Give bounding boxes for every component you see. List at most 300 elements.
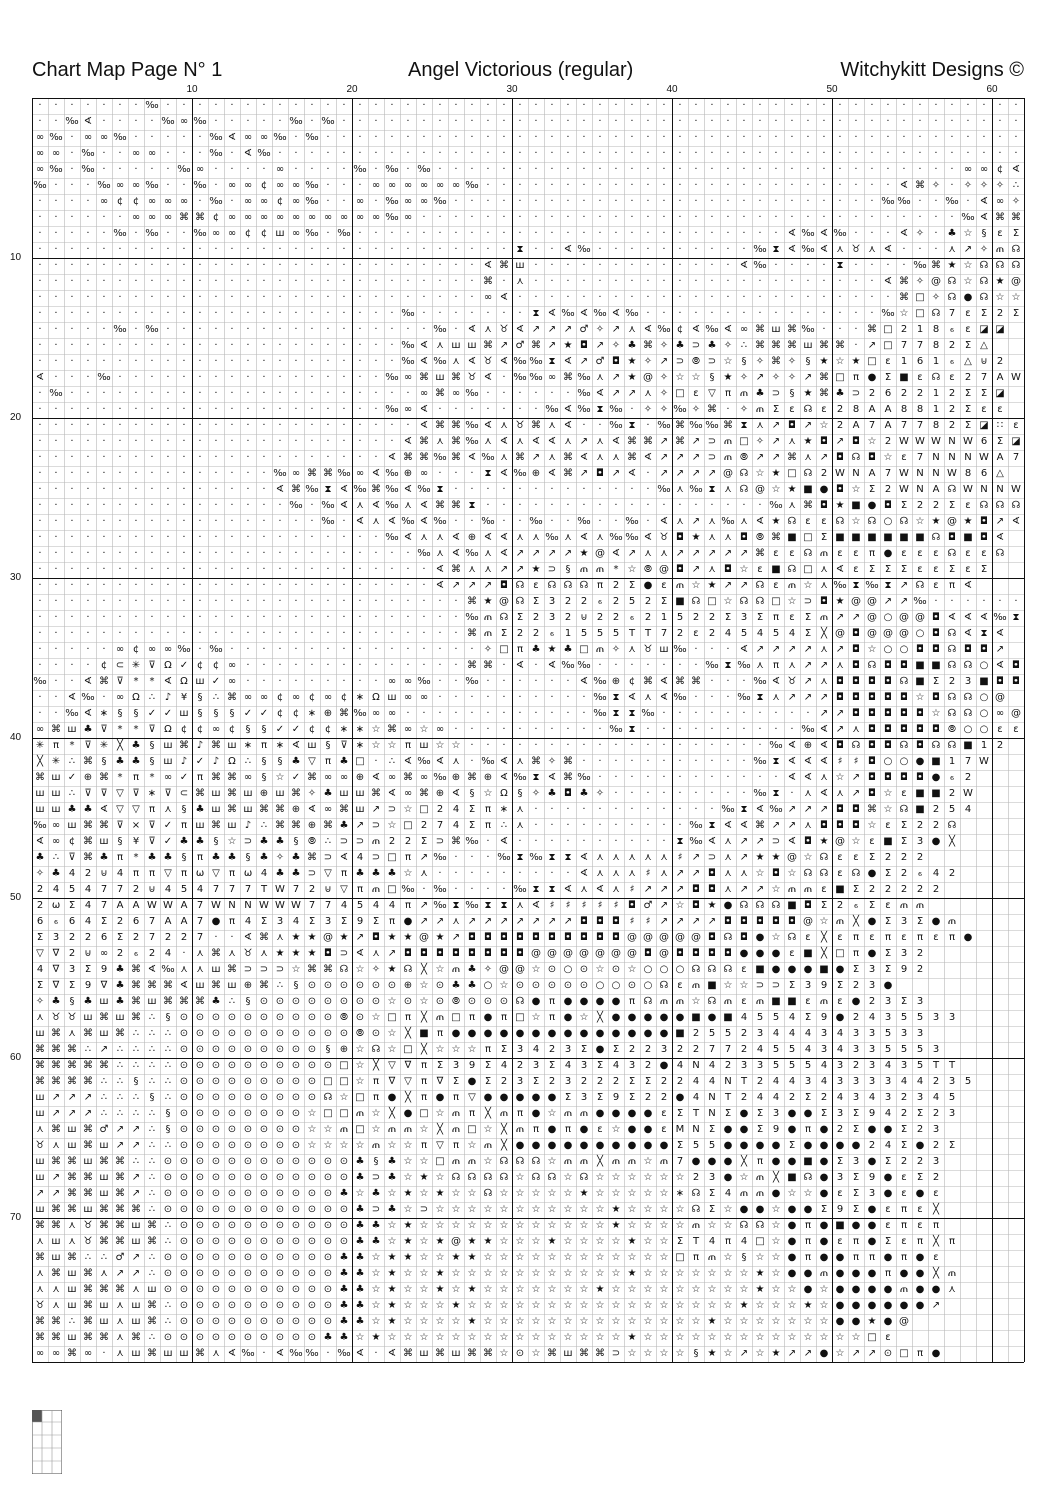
stitch-symbol: ⌘ bbox=[307, 468, 317, 479]
stitch-symbol: · bbox=[678, 212, 682, 223]
stitch-symbol: ‰ bbox=[593, 676, 607, 687]
stitch-symbol: ጠ bbox=[947, 916, 957, 927]
stitch-symbol: ⊙ bbox=[307, 1092, 317, 1103]
stitch-symbol: ∗ bbox=[675, 1188, 685, 1199]
stitch-symbol: ☆ bbox=[723, 1332, 733, 1343]
stitch-symbol: ∞ bbox=[227, 660, 237, 671]
stitch-symbol: ⊃ bbox=[371, 820, 381, 831]
stitch-symbol: · bbox=[38, 484, 42, 495]
stitch-symbol: · bbox=[694, 260, 698, 271]
stitch-symbol: Ω bbox=[164, 660, 172, 671]
stitch-symbol: ● bbox=[851, 1140, 861, 1151]
stitch-symbol: ⊕ bbox=[339, 1044, 349, 1055]
stitch-symbol: 2 bbox=[916, 1124, 924, 1135]
stitch-symbol: · bbox=[854, 324, 858, 335]
stitch-symbol: Σ bbox=[724, 1108, 732, 1119]
stitch-symbol: ✧ bbox=[723, 340, 733, 351]
stitch-symbol: 4 bbox=[820, 1060, 828, 1071]
stitch-symbol: · bbox=[54, 468, 58, 479]
stitch-symbol: ☆ bbox=[547, 1108, 557, 1119]
stitch-symbol: ⌘ bbox=[51, 724, 61, 735]
stitch-symbol: · bbox=[86, 452, 90, 463]
stitch-symbol: ε bbox=[853, 564, 859, 575]
stitch-symbol: ∢ bbox=[35, 372, 45, 383]
stitch-symbol: ☆ bbox=[515, 1188, 525, 1199]
stitch-symbol: · bbox=[822, 100, 826, 111]
stitch-symbol: π bbox=[468, 1012, 476, 1023]
stitch-symbol: ╳ bbox=[420, 964, 428, 975]
stitch-symbol: · bbox=[582, 692, 586, 703]
stitch-symbol: ⊙ bbox=[563, 980, 573, 991]
stitch-symbol: ⊙ bbox=[259, 1044, 269, 1055]
stitch-symbol: · bbox=[262, 308, 266, 319]
stitch-symbol: ↗ bbox=[659, 452, 669, 463]
stitch-symbol: ↗ bbox=[787, 820, 797, 831]
stitch-symbol: · bbox=[518, 164, 522, 175]
stitch-symbol: · bbox=[630, 100, 634, 111]
stitch-symbol: ⊙ bbox=[259, 1252, 269, 1263]
stitch-symbol: · bbox=[710, 644, 714, 655]
stitch-symbol: · bbox=[774, 228, 778, 239]
stitch-symbol: ⌘ bbox=[83, 820, 93, 831]
stitch-symbol: ∞ bbox=[83, 1348, 93, 1359]
stitch-symbol: ↗ bbox=[755, 644, 765, 655]
stitch-symbol: · bbox=[326, 356, 330, 367]
stitch-symbol: ₆ bbox=[853, 900, 858, 911]
stitch-symbol: · bbox=[278, 596, 282, 607]
stitch-symbol: 2 bbox=[916, 500, 924, 511]
stitch-symbol: ↗ bbox=[499, 564, 509, 575]
stitch-symbol: W bbox=[1011, 372, 1021, 383]
stitch-symbol: ε bbox=[789, 612, 795, 623]
stitch-symbol: ⧗ bbox=[772, 788, 780, 799]
stitch-symbol: · bbox=[70, 452, 74, 463]
stitch-symbol: ○ bbox=[899, 644, 909, 655]
stitch-symbol: ∞ bbox=[323, 772, 333, 783]
stitch-symbol: ☆ bbox=[563, 1316, 573, 1327]
stitch-symbol: A bbox=[996, 452, 1004, 463]
stitch-symbol: ★ bbox=[819, 356, 829, 367]
stitch-symbol: 2 bbox=[84, 932, 92, 943]
stitch-symbol: ↗ bbox=[499, 916, 509, 927]
stitch-symbol: ◘ bbox=[692, 948, 700, 959]
stitch-symbol: · bbox=[278, 548, 282, 559]
stitch-symbol: · bbox=[342, 260, 346, 271]
stitch-symbol: · bbox=[54, 212, 58, 223]
stitch-symbol: · bbox=[518, 676, 522, 687]
stitch-symbol: 3 bbox=[836, 1108, 844, 1119]
stitch-symbol: ш bbox=[35, 1092, 45, 1103]
stitch-symbol: ⊙ bbox=[227, 1204, 237, 1215]
stitch-symbol: 3 bbox=[884, 1092, 892, 1103]
stitch-symbol: · bbox=[230, 372, 234, 383]
stitch-symbol: ⊙ bbox=[339, 996, 349, 1007]
stitch-symbol: ★ bbox=[307, 932, 317, 943]
stitch-symbol: · bbox=[54, 692, 58, 703]
stitch-symbol: · bbox=[614, 500, 618, 511]
stitch-symbol: ● bbox=[819, 1156, 829, 1167]
stitch-symbol: 2 bbox=[868, 388, 876, 399]
stitch-symbol: ↗ bbox=[803, 676, 813, 687]
stitch-symbol: ⌘ bbox=[787, 340, 797, 351]
stitch-symbol: ∢ bbox=[355, 948, 365, 959]
stitch-symbol: ⊃ bbox=[547, 564, 557, 575]
stitch-symbol: 2 bbox=[948, 340, 956, 351]
stitch-symbol: 3 bbox=[548, 596, 556, 607]
stitch-symbol: ∞ bbox=[227, 228, 237, 239]
stitch-symbol: ☆ bbox=[819, 916, 829, 927]
stitch-symbol: · bbox=[118, 452, 122, 463]
stitch-symbol: · bbox=[694, 212, 698, 223]
stitch-symbol: · bbox=[358, 452, 362, 463]
stitch-symbol: ★ bbox=[339, 932, 349, 943]
stitch-symbol: · bbox=[646, 164, 650, 175]
stitch-symbol: □ bbox=[355, 756, 365, 767]
stitch-symbol: · bbox=[726, 676, 730, 687]
stitch-symbol: ጠ bbox=[611, 1156, 621, 1167]
stitch-symbol: ∞ bbox=[35, 724, 45, 735]
stitch-symbol: □ bbox=[323, 1108, 333, 1119]
stitch-symbol: π bbox=[52, 740, 60, 751]
stitch-symbol: ⊙ bbox=[275, 1060, 285, 1071]
stitch-symbol: ◘ bbox=[820, 500, 828, 511]
stitch-symbol: ⊙ bbox=[275, 1204, 285, 1215]
stitch-symbol: ☆ bbox=[531, 1252, 541, 1263]
stitch-symbol: ⊙ bbox=[275, 996, 285, 1007]
stitch-symbol: ⌘ bbox=[83, 1140, 93, 1151]
stitch-symbol: ⦾ bbox=[644, 564, 652, 575]
stitch-symbol: ☊ bbox=[931, 740, 941, 751]
stitch-symbol: ‰ bbox=[433, 452, 447, 463]
stitch-symbol: ∢ bbox=[83, 116, 93, 127]
stitch-symbol: · bbox=[710, 708, 714, 719]
stitch-symbol: ↗ bbox=[675, 868, 685, 879]
stitch-symbol: Σ bbox=[820, 900, 828, 911]
stitch-symbol: ∞ bbox=[483, 292, 493, 303]
stitch-symbol: 3 bbox=[916, 996, 924, 1007]
stitch-symbol: · bbox=[230, 276, 234, 287]
stitch-symbol: 2 bbox=[436, 804, 444, 815]
stitch-symbol: ↗ bbox=[467, 580, 477, 591]
stitch-symbol: Ω bbox=[180, 676, 188, 687]
stitch-symbol: · bbox=[214, 292, 218, 303]
stitch-symbol: ⌘ bbox=[131, 1012, 141, 1023]
stitch-symbol: ∢ bbox=[579, 532, 589, 543]
stitch-symbol: ☆ bbox=[659, 1332, 669, 1343]
stitch-symbol: · bbox=[518, 132, 522, 143]
stitch-symbol: π bbox=[804, 1252, 812, 1263]
stitch-symbol: ‰ bbox=[577, 660, 591, 671]
stitch-symbol: Σ bbox=[980, 564, 988, 575]
stitch-symbol: ε bbox=[853, 852, 859, 863]
stitch-symbol: 2 bbox=[692, 1028, 700, 1039]
stitch-symbol: · bbox=[118, 260, 122, 271]
stitch-symbol: ☆ bbox=[691, 1332, 701, 1343]
stitch-symbol: ⊙ bbox=[275, 1220, 285, 1231]
stitch-symbol: ◘ bbox=[324, 948, 332, 959]
stitch-symbol: ∢ bbox=[179, 980, 189, 991]
stitch-symbol: · bbox=[342, 612, 346, 623]
row-marker: 50 bbox=[10, 892, 22, 903]
stitch-symbol: ♯ bbox=[853, 756, 859, 767]
stitch-symbol: · bbox=[742, 724, 746, 735]
stitch-symbol: ⊙ bbox=[291, 1124, 301, 1135]
stitch-symbol: · bbox=[630, 164, 634, 175]
stitch-symbol: 7 bbox=[980, 372, 988, 383]
stitch-symbol: ╳ bbox=[932, 1236, 940, 1247]
stitch-symbol: ◘ bbox=[836, 676, 844, 687]
stitch-symbol: ⋏ bbox=[68, 1028, 76, 1039]
stitch-symbol: ‰ bbox=[161, 964, 175, 975]
stitch-symbol: ⊍ bbox=[148, 884, 156, 895]
stitch-symbol: ∢ bbox=[483, 420, 493, 431]
stitch-symbol: ● bbox=[739, 1108, 749, 1119]
stitch-symbol: · bbox=[934, 116, 938, 127]
stitch-symbol: ⌘ bbox=[147, 1348, 157, 1359]
stitch-symbol: · bbox=[950, 212, 954, 223]
stitch-symbol: π bbox=[388, 916, 396, 927]
stitch-symbol: ♣ bbox=[531, 644, 541, 655]
stitch-symbol: ⋏ bbox=[836, 788, 844, 799]
stitch-symbol: ⊍ bbox=[980, 356, 988, 367]
stitch-symbol: ♉ bbox=[83, 1220, 93, 1231]
stitch-symbol: × bbox=[131, 820, 141, 831]
stitch-symbol: ш bbox=[35, 804, 45, 815]
stitch-symbol: 4 bbox=[756, 1092, 764, 1103]
stitch-symbol: · bbox=[534, 116, 538, 127]
stitch-symbol: ☊ bbox=[995, 548, 1005, 559]
stitch-symbol: · bbox=[150, 116, 154, 127]
stitch-symbol: ጠ bbox=[819, 548, 829, 559]
stitch-symbol: · bbox=[294, 420, 298, 431]
stitch-symbol: ☆ bbox=[659, 1268, 669, 1279]
stitch-symbol: 2 bbox=[612, 596, 620, 607]
stitch-symbol: ⋏ bbox=[564, 436, 572, 447]
stitch-symbol: ⋏ bbox=[756, 660, 764, 671]
stitch-symbol: · bbox=[678, 756, 682, 767]
stitch-symbol: · bbox=[646, 260, 650, 271]
stitch-symbol: · bbox=[118, 388, 122, 399]
stitch-symbol: ↗ bbox=[515, 916, 525, 927]
stitch-symbol: · bbox=[934, 164, 938, 175]
stitch-symbol: ш bbox=[275, 788, 285, 799]
stitch-symbol: · bbox=[262, 580, 266, 591]
stitch-symbol: △ bbox=[996, 468, 1004, 479]
stitch-symbol: · bbox=[886, 116, 890, 127]
stitch-symbol: ε bbox=[1013, 724, 1019, 735]
stitch-symbol: ‰ bbox=[241, 1348, 255, 1359]
stitch-symbol: · bbox=[550, 132, 554, 143]
stitch-symbol: · bbox=[294, 660, 298, 671]
stitch-symbol: · bbox=[374, 564, 378, 575]
stitch-symbol: ● bbox=[883, 1252, 893, 1263]
stitch-symbol: ∞ bbox=[275, 212, 285, 223]
stitch-symbol: π bbox=[548, 1012, 556, 1023]
stitch-symbol: 4 bbox=[900, 1076, 908, 1087]
stitch-symbol: ∢ bbox=[579, 676, 589, 687]
stitch-symbol: ● bbox=[627, 1028, 637, 1039]
stitch-symbol: · bbox=[694, 692, 698, 703]
stitch-symbol: ∢ bbox=[563, 420, 573, 431]
stitch-symbol: Σ bbox=[628, 1092, 636, 1103]
stitch-symbol: · bbox=[726, 164, 730, 175]
stitch-symbol: @ bbox=[723, 468, 733, 479]
stitch-symbol: ‰ bbox=[273, 132, 287, 143]
stitch-symbol: ↗ bbox=[995, 644, 1005, 655]
stitch-symbol: @ bbox=[323, 932, 333, 943]
stitch-symbol: · bbox=[582, 180, 586, 191]
stitch-symbol: · bbox=[614, 660, 618, 671]
stitch-symbol: ⊙ bbox=[227, 1092, 237, 1103]
stitch-symbol: ⧗ bbox=[324, 484, 332, 495]
stitch-symbol: ⊙ bbox=[291, 1188, 301, 1199]
stitch-symbol: 1 bbox=[932, 388, 940, 399]
stitch-symbol: · bbox=[470, 692, 474, 703]
stitch-symbol: ↗ bbox=[547, 916, 557, 927]
stitch-symbol: ☆ bbox=[611, 1332, 621, 1343]
stitch-symbol: · bbox=[998, 100, 1002, 111]
stitch-symbol: ☊ bbox=[979, 276, 989, 287]
stitch-symbol: ⊕ bbox=[451, 772, 461, 783]
stitch-symbol: ∢ bbox=[483, 532, 493, 543]
stitch-symbol: Σ bbox=[868, 900, 876, 911]
stitch-symbol: 5 bbox=[900, 1044, 908, 1055]
stitch-symbol: ↗ bbox=[611, 468, 621, 479]
stitch-symbol: · bbox=[486, 692, 490, 703]
stitch-symbol: ↗ bbox=[451, 932, 461, 943]
stitch-symbol: · bbox=[438, 164, 442, 175]
stitch-symbol: ∞ bbox=[371, 212, 381, 223]
stitch-symbol: · bbox=[662, 148, 666, 159]
stitch-symbol: ш bbox=[163, 1348, 173, 1359]
stitch-symbol: ш bbox=[51, 1236, 61, 1247]
stitch-symbol: ⊙ bbox=[291, 1092, 301, 1103]
stitch-symbol: · bbox=[166, 628, 170, 639]
stitch-symbol: · bbox=[70, 292, 74, 303]
stitch-symbol: · bbox=[294, 596, 298, 607]
stitch-symbol: · bbox=[166, 100, 170, 111]
pattern-symbols bbox=[32, 98, 1026, 1366]
stitch-symbol: · bbox=[614, 804, 618, 815]
stitch-symbol: 4 bbox=[116, 868, 124, 879]
stitch-symbol: ∢ bbox=[67, 692, 77, 703]
stitch-symbol: · bbox=[454, 100, 458, 111]
stitch-symbol: ጠ bbox=[387, 1124, 397, 1135]
stitch-symbol: ∢ bbox=[355, 1348, 365, 1359]
stitch-symbol: Σ bbox=[452, 1076, 460, 1087]
stitch-symbol: · bbox=[598, 804, 602, 815]
stitch-symbol: · bbox=[502, 116, 506, 127]
stitch-symbol: ◪ bbox=[1011, 436, 1021, 447]
stitch-symbol: ⊂ bbox=[179, 788, 189, 799]
stitch-symbol: 2 bbox=[564, 596, 572, 607]
stitch-symbol: ⊙ bbox=[515, 1348, 525, 1359]
stitch-symbol: ▽ bbox=[116, 788, 124, 799]
stitch-symbol: ● bbox=[883, 1188, 893, 1199]
stitch-symbol: ጠ bbox=[915, 900, 925, 911]
stitch-symbol: ⊕ bbox=[403, 468, 413, 479]
stitch-symbol: · bbox=[758, 212, 762, 223]
stitch-symbol: π bbox=[404, 1012, 412, 1023]
stitch-symbol: A bbox=[180, 916, 188, 927]
column-marker: 50 bbox=[826, 84, 838, 95]
stitch-symbol: ⊙ bbox=[243, 1124, 253, 1135]
column-marker: 40 bbox=[666, 84, 678, 95]
stitch-symbol: ⊙ bbox=[211, 1156, 221, 1167]
stitch-symbol: ε bbox=[789, 548, 795, 559]
stitch-symbol: · bbox=[182, 404, 186, 415]
stitch-symbol: · bbox=[230, 516, 234, 527]
stitch-symbol: ↗ bbox=[803, 372, 813, 383]
stitch-symbol: · bbox=[406, 148, 410, 159]
stitch-symbol: ∴ bbox=[116, 1044, 124, 1055]
stitch-symbol: · bbox=[246, 596, 250, 607]
stitch-symbol: · bbox=[310, 580, 314, 591]
stitch-symbol: ■ bbox=[835, 1220, 845, 1231]
stitch-symbol: · bbox=[390, 340, 394, 351]
stitch-symbol: ⊙ bbox=[179, 1076, 189, 1087]
stitch-symbol: ∴ bbox=[260, 820, 268, 831]
stitch-symbol: ● bbox=[915, 1140, 925, 1151]
stitch-symbol: · bbox=[150, 244, 154, 255]
stitch-symbol: ☆ bbox=[403, 1156, 413, 1167]
stitch-symbol: ∴ bbox=[84, 1252, 92, 1263]
stitch-symbol: ☆ bbox=[499, 1284, 509, 1295]
stitch-symbol: · bbox=[758, 228, 762, 239]
stitch-symbol: ⋏ bbox=[516, 756, 524, 767]
stitch-symbol: ○ bbox=[659, 964, 669, 975]
stitch-symbol: ◘ bbox=[836, 484, 844, 495]
stitch-symbol: · bbox=[646, 276, 650, 287]
stitch-symbol: · bbox=[726, 692, 730, 703]
stitch-symbol: · bbox=[118, 564, 122, 575]
stitch-symbol: ⋏ bbox=[516, 532, 524, 543]
stitch-symbol: ☆ bbox=[531, 1284, 541, 1295]
stitch-symbol: · bbox=[326, 260, 330, 271]
stitch-symbol: 4 bbox=[916, 1076, 924, 1087]
stitch-symbol: · bbox=[166, 596, 170, 607]
stitch-symbol: ¢ bbox=[276, 692, 284, 703]
stitch-symbol: · bbox=[278, 436, 282, 447]
stitch-symbol: @ bbox=[515, 964, 525, 975]
stitch-symbol: ‰ bbox=[913, 596, 927, 607]
stitch-symbol: ⌘ bbox=[83, 852, 93, 863]
stitch-symbol: 4 bbox=[164, 948, 172, 959]
stitch-symbol: · bbox=[598, 260, 602, 271]
stitch-symbol: ‰ bbox=[673, 692, 687, 703]
stitch-symbol: ♣ bbox=[371, 1236, 381, 1247]
stitch-symbol: ⊙ bbox=[307, 1044, 317, 1055]
stitch-symbol: ⋏ bbox=[820, 772, 828, 783]
stitch-symbol: ■ bbox=[707, 980, 717, 991]
stitch-symbol: ★ bbox=[547, 1236, 557, 1247]
stitch-symbol: ¢ bbox=[228, 724, 236, 735]
stitch-symbol: · bbox=[550, 228, 554, 239]
stitch-symbol: · bbox=[422, 612, 426, 623]
stitch-symbol: ⊙ bbox=[307, 1316, 317, 1327]
stitch-symbol: ⊙ bbox=[275, 1252, 285, 1263]
stitch-symbol: Σ bbox=[884, 1236, 892, 1247]
stitch-symbol: · bbox=[710, 116, 714, 127]
stitch-symbol: 9 bbox=[468, 1060, 476, 1071]
stitch-symbol: ⌘ bbox=[819, 340, 829, 351]
stitch-symbol: · bbox=[214, 580, 218, 591]
stitch-symbol: · bbox=[614, 772, 618, 783]
stitch-symbol: ⌘ bbox=[531, 756, 541, 767]
stitch-symbol: 1 bbox=[916, 324, 924, 335]
stitch-symbol: ‰ bbox=[385, 500, 399, 511]
stitch-symbol: 2 bbox=[644, 1092, 652, 1103]
